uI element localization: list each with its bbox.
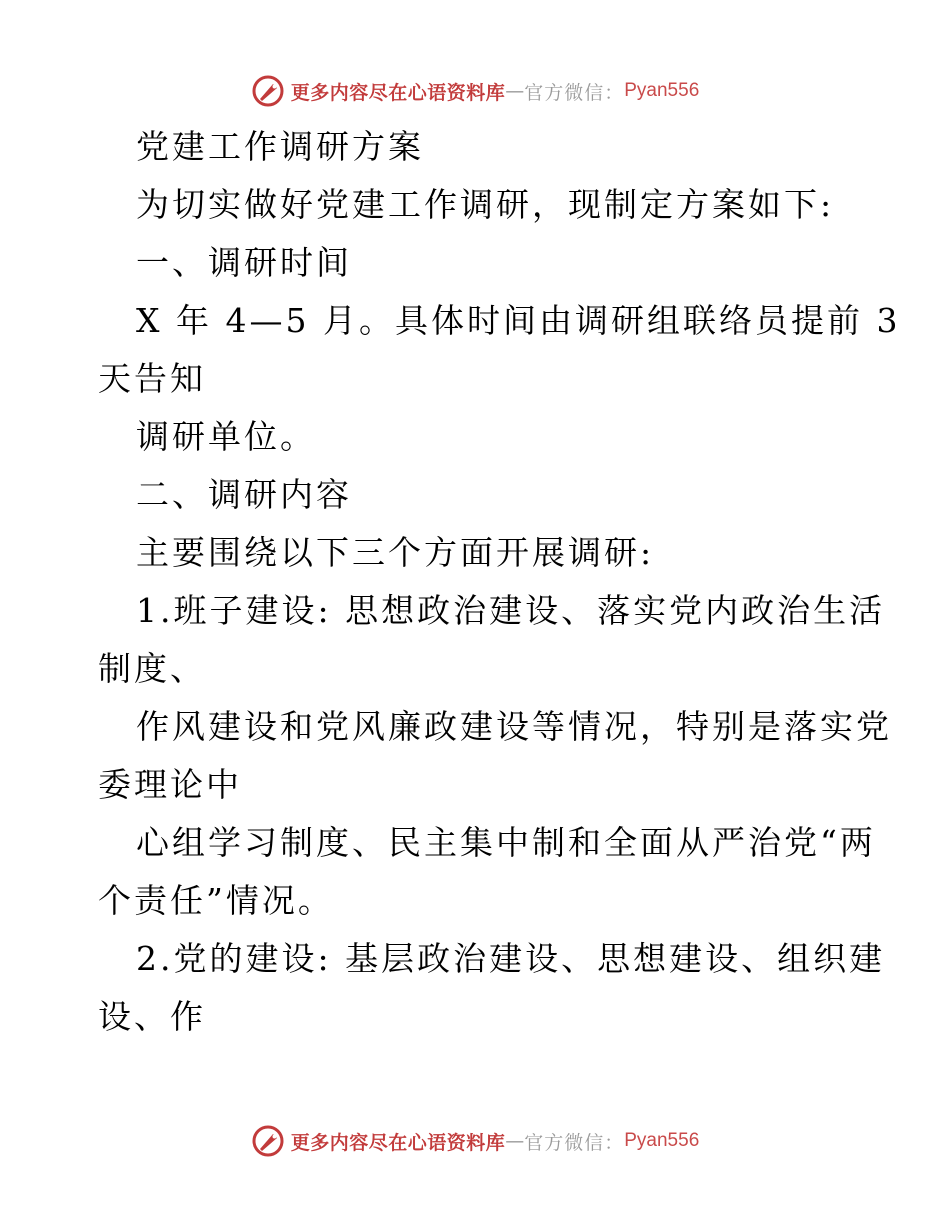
watermark-header — [0, 71, 950, 111]
watermark-separator: — — [505, 80, 525, 102]
doc-section-heading: 二、调研内容 — [136, 475, 352, 514]
doc-paragraph-line: 作风建设和党风廉政建设等情况，特别是落实党 — [136, 707, 892, 746]
watermark-text: 更多内容尽在心语资料库 — [290, 81, 506, 104]
doc-paragraph-line: 主要围绕以下三个方面开展调研: — [136, 533, 655, 572]
watermark-footer — [0, 1121, 950, 1161]
pen-nib-logo-icon — [251, 1124, 285, 1158]
doc-paragraph-line: 天告知 — [98, 359, 206, 398]
doc-paragraph-line: 调研单位。 — [136, 417, 316, 456]
watermark-wechat-id: Pyan556 — [624, 80, 700, 101]
doc-paragraph-line: 心组学习制度、民主集中制和全面从严治党“两 — [136, 823, 876, 862]
watermark-wechat-id: Pyan556 — [624, 1130, 700, 1151]
doc-paragraph-line: 设、作 — [98, 997, 206, 1036]
doc-paragraph-line: X 年 4—5 月。具体时间由调研组联络员提前 3 — [136, 301, 901, 340]
document-body — [98, 118, 901, 1046]
doc-paragraph-line: 制度、 — [98, 649, 206, 688]
doc-section-heading: 一、调研时间 — [136, 243, 352, 282]
watermark-label: 官方微信： — [524, 1131, 625, 1154]
watermark-separator: — — [505, 1130, 525, 1152]
pen-nib-logo-icon — [251, 74, 285, 108]
doc-paragraph-line: 个责任”情况。 — [98, 881, 334, 920]
doc-paragraph-line: 为切实做好党建工作调研，现制定方案如下: — [136, 185, 835, 224]
doc-list-item: 2.党的建设: 基层政治建设、思想建设、组织建 — [136, 939, 886, 978]
doc-title: 党建工作调研方案 — [136, 127, 424, 166]
watermark-text: 更多内容尽在心语资料库 — [290, 1131, 506, 1154]
watermark-label: 官方微信： — [524, 81, 625, 104]
doc-list-item: 1.班子建设: 思想政治建设、落实党内政治生活 — [136, 591, 886, 630]
doc-paragraph-line: 委理论中 — [98, 765, 242, 804]
